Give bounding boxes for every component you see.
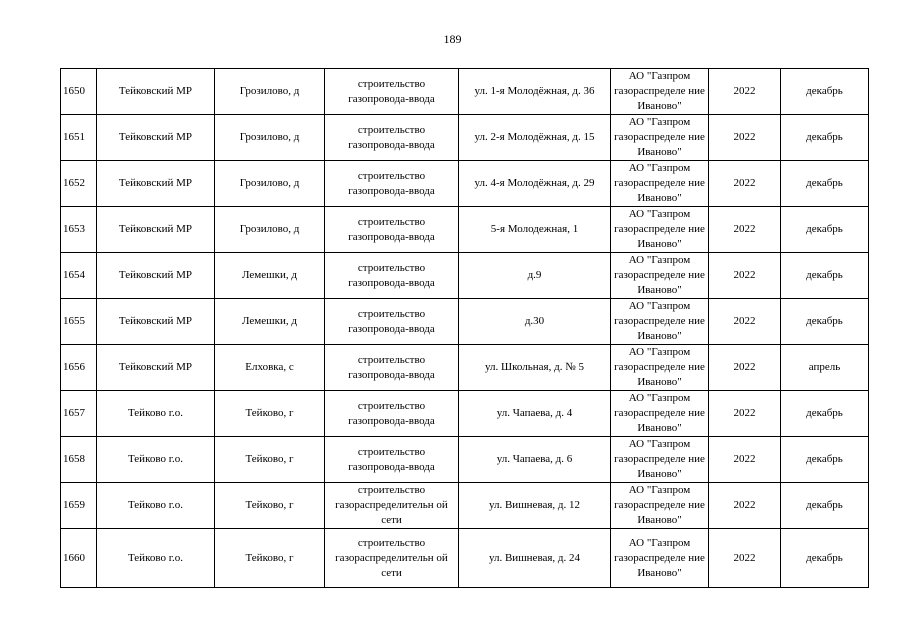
cell-district: Тейковский МР [97,69,215,115]
cell-settlement: Грозилово, д [215,69,325,115]
cell-organization: АО "Газпром газораспределе ние Иваново" [611,483,709,529]
cell-organization: АО "Газпром газораспределе ние Иваново" [611,391,709,437]
cell-month: декабрь [781,483,869,529]
cell-year: 2022 [709,483,781,529]
cell-month: декабрь [781,529,869,588]
cell-settlement: Тейково, г [215,437,325,483]
cell-organization: АО "Газпром газораспределе ние Иваново" [611,345,709,391]
cell-number: 1651 [61,115,97,161]
cell-work-type: строительство газораспределительн ой сети [325,529,459,588]
cell-settlement: Грозилово, д [215,115,325,161]
table-row [61,345,869,391]
table-row [61,69,869,115]
cell-address: ул. Чапаева, д. 6 [459,437,611,483]
cell-district: Тейково г.о. [97,483,215,529]
cell-month: декабрь [781,391,869,437]
cell-settlement: Лемешки, д [215,299,325,345]
cell-work-type: строительство газопровода-ввода [325,437,459,483]
cell-settlement: Грозилово, д [215,161,325,207]
cell-work-type: строительство газопровода-ввода [325,253,459,299]
cell-settlement: Елховка, с [215,345,325,391]
cell-year: 2022 [709,437,781,483]
table-body [61,69,869,588]
cell-address: д.30 [459,299,611,345]
cell-number: 1652 [61,161,97,207]
cell-work-type: строительство газопровода-ввода [325,69,459,115]
cell-number: 1660 [61,529,97,588]
table-row [61,253,869,299]
cell-year: 2022 [709,115,781,161]
cell-district: Тейковский МР [97,253,215,299]
cell-district: Тейковский МР [97,161,215,207]
cell-settlement: Лемешки, д [215,253,325,299]
table-row [61,483,869,529]
cell-address: ул. Чапаева, д. 4 [459,391,611,437]
cell-work-type: строительство газопровода-ввода [325,345,459,391]
cell-year: 2022 [709,207,781,253]
cell-year: 2022 [709,161,781,207]
cell-organization: АО "Газпром газораспределе ние Иваново" [611,253,709,299]
cell-work-type: строительство газопровода-ввода [325,207,459,253]
table-row [61,391,869,437]
cell-work-type: строительство газопровода-ввода [325,161,459,207]
cell-work-type: строительство газопровода-ввода [325,115,459,161]
cell-number: 1653 [61,207,97,253]
cell-address: ул. Вишневая, д. 12 [459,483,611,529]
cell-organization: АО "Газпром газораспределе ние Иваново" [611,161,709,207]
cell-year: 2022 [709,529,781,588]
cell-address: ул. 4-я Молодёжная, д. 29 [459,161,611,207]
cell-settlement: Тейково, г [215,529,325,588]
table-row [61,437,869,483]
cell-number: 1656 [61,345,97,391]
cell-address: 5-я Молодежная, 1 [459,207,611,253]
cell-year: 2022 [709,391,781,437]
cell-number: 1657 [61,391,97,437]
cell-address: д.9 [459,253,611,299]
gasification-table [60,68,869,588]
cell-settlement: Грозилово, д [215,207,325,253]
table-row [61,115,869,161]
cell-district: Тейково г.о. [97,529,215,588]
table-row [61,207,869,253]
cell-month: декабрь [781,115,869,161]
cell-year: 2022 [709,69,781,115]
cell-work-type: строительство газораспределительн ой сети [325,483,459,529]
cell-month: декабрь [781,437,869,483]
cell-district: Тейково г.о. [97,391,215,437]
cell-settlement: Тейково, г [215,483,325,529]
cell-district: Тейковский МР [97,115,215,161]
cell-address: ул. 1-я Молодёжная, д. 36 [459,69,611,115]
cell-district: Тейковский МР [97,207,215,253]
cell-month: декабрь [781,161,869,207]
cell-year: 2022 [709,299,781,345]
cell-month: декабрь [781,69,869,115]
table-row [61,299,869,345]
cell-settlement: Тейково, г [215,391,325,437]
cell-year: 2022 [709,253,781,299]
cell-address: ул. Вишневая, д. 24 [459,529,611,588]
cell-month: апрель [781,345,869,391]
cell-month: декабрь [781,207,869,253]
cell-organization: АО "Газпром газораспределе ние Иваново" [611,529,709,588]
table-row [61,529,869,588]
cell-month: декабрь [781,299,869,345]
table-row [61,161,869,207]
cell-organization: АО "Газпром газораспределе ние Иваново" [611,115,709,161]
page-number: 189 [443,32,462,46]
cell-number: 1654 [61,253,97,299]
cell-number: 1650 [61,69,97,115]
cell-address: ул. 2-я Молодёжная, д. 15 [459,115,611,161]
cell-organization: АО "Газпром газораспределе ние Иваново" [611,437,709,483]
cell-organization: АО "Газпром газораспределе ние Иваново" [611,207,709,253]
cell-year: 2022 [709,345,781,391]
cell-month: декабрь [781,253,869,299]
cell-work-type: строительство газопровода-ввода [325,391,459,437]
cell-number: 1659 [61,483,97,529]
cell-address: ул. Школьная, д. № 5 [459,345,611,391]
cell-number: 1655 [61,299,97,345]
cell-work-type: строительство газопровода-ввода [325,299,459,345]
cell-organization: АО "Газпром газораспределе ние Иваново" [611,299,709,345]
cell-organization: АО "Газпром газораспределе ние Иваново" [611,69,709,115]
cell-district: Тейково г.о. [97,437,215,483]
cell-number: 1658 [61,437,97,483]
cell-district: Тейковский МР [97,345,215,391]
cell-district: Тейковский МР [97,299,215,345]
